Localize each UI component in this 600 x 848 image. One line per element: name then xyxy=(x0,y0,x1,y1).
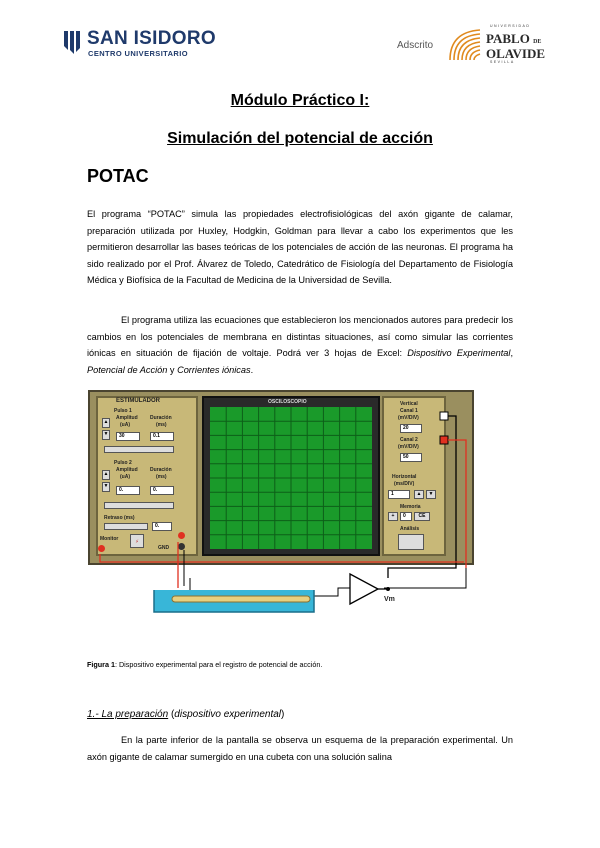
amplitud-label: Amplitud xyxy=(116,415,138,421)
amplitud-label: Amplitud xyxy=(116,467,138,473)
pulse2-amplitude-field[interactable]: 0. xyxy=(116,486,140,495)
logo-subtitle: CENTRO UNIVERSITARIO xyxy=(88,49,188,58)
duracion-label: Duración xyxy=(150,467,172,473)
canal1-field[interactable]: 20 xyxy=(400,424,422,433)
wiring-schematic xyxy=(88,390,474,620)
ms-label: (ms) xyxy=(156,474,167,480)
retraso-field[interactable]: 0. xyxy=(152,522,172,531)
pulso2-label: Pulso 2 xyxy=(114,460,132,466)
upo-emblem-icon xyxy=(446,26,484,64)
page-title-line2: Simulación del potencial de acción xyxy=(167,130,433,147)
ua-label: (uA) xyxy=(120,474,130,480)
vertical-label: Vertical xyxy=(400,401,418,407)
san-isidoro-logo xyxy=(62,26,216,62)
mvdiv-label: (mV/DIV) xyxy=(398,444,419,450)
pulse2-down-button[interactable]: ▼ xyxy=(102,482,110,492)
pulse2-up-button[interactable]: ▲ xyxy=(102,470,110,480)
memoria-field[interactable]: 0 xyxy=(400,512,412,521)
ua-label: (uA) xyxy=(120,422,130,428)
section-heading-preparacion: 1.- La preparación (dispositivo experimental) xyxy=(87,709,285,720)
duracion-label: Duración xyxy=(150,415,172,421)
sheet-name: Potencial de Acción xyxy=(87,364,168,375)
canal2-label: Canal 2 xyxy=(400,437,418,443)
upo-logo xyxy=(446,24,546,66)
memoria-button[interactable]: + xyxy=(388,512,398,521)
pulse2-duration-field[interactable]: 0. xyxy=(150,486,174,495)
gnd-label: GND xyxy=(158,545,170,551)
upo-name: PABLO DE OLAVIDE xyxy=(486,31,546,61)
horizontal-up-button[interactable]: ▲ xyxy=(414,490,424,499)
ms-label: (ms) xyxy=(156,422,167,428)
retraso-label: Retraso (ms) xyxy=(104,515,135,521)
sheet-name: Corrientes iónicas xyxy=(177,364,251,375)
upo-bottom-text: SEVILLA xyxy=(490,60,515,64)
pulse1-amplitude-field[interactable]: 30 xyxy=(116,432,140,441)
paragraph-equations: El programa utiliza las ecuaciones que establecieron los mencionados autores para predecir los cambios en los potenciales de membrana en distintas situaciones, así como simular las corrientes iónicas en situación de fijación de voltaje. Podrá ver 3 hojas de Excel: Dispositivo Experimental, Potencial de Acción y Corrientes iónicas. xyxy=(87,315,513,375)
vm-label: Vm xyxy=(384,596,395,603)
horizontal-down-button[interactable]: ▼ xyxy=(426,490,436,499)
canal1-label: Canal 1 xyxy=(400,408,418,414)
paragraph-preparacion: En la parte inferior de la pantalla se observa un esquema de la preparación experimental. Un axón gigante de calamar sumergido en una cubeta con una solución salina xyxy=(87,735,513,762)
mvdiv-label: (mV/DIV) xyxy=(398,415,419,421)
horizontal-label: Horizontal xyxy=(392,474,417,480)
figure-experimental-device xyxy=(88,390,474,620)
san-isidoro-emblem-icon xyxy=(62,28,84,56)
sheet-name: Dispositivo Experimental xyxy=(407,348,511,359)
pulso1-label: Pulso 1 xyxy=(114,408,132,414)
paragraph-intro: El programa “POTAC” simula las propiedades electrofisiológicas del axón gigante de calamar, preparación utilizada por Huxley, Hodgkin, Goldman para llevar a cabo los experimentos que les permitieron desarrollar las bases teóricas de los potenciales de acción de las neuronas. El programa ha sido realizado por el Prof. Álvarez de Toledo, Catedrático de Fisiología del Departamento de Fisiología Médica y Biofísica de la Facultad de Medicina de la Universidad de Sevilla. xyxy=(87,209,513,286)
analisis-label: Análisis xyxy=(400,526,420,532)
pulse1-duration-field[interactable]: 0.1 xyxy=(150,432,174,441)
memoria-ce-button[interactable]: CE xyxy=(414,512,430,521)
horizontal-field[interactable]: 1 xyxy=(388,490,410,499)
logo-title: SAN ISIDORO xyxy=(87,28,216,49)
pulse1-down-button[interactable]: ▼ xyxy=(102,430,110,440)
pulse1-up-button[interactable]: ▲ xyxy=(102,418,110,428)
memoria-label: Memoria xyxy=(400,504,421,510)
adscrito-label: Adscrito xyxy=(397,40,434,51)
canal2-field[interactable]: 50 xyxy=(400,453,422,462)
osciloscopio-label: OSCILOSCOPIO xyxy=(268,399,307,405)
stimulate-button[interactable]: ⚡ xyxy=(130,534,144,548)
page-title-line1: Módulo Práctico I: xyxy=(230,92,370,109)
section-title-potac: POTAC xyxy=(87,166,149,186)
monitor-label: Monitor xyxy=(100,536,119,542)
msdiv-label: (ms/DIV) xyxy=(394,481,415,487)
estimulador-label: ESTIMULADOR xyxy=(116,398,160,404)
upo-top-text: UNIVERSIDAD xyxy=(490,24,531,28)
figure-caption: Figura 1: Dispositivo experimental para el registro de potencial de acción. xyxy=(87,660,323,669)
